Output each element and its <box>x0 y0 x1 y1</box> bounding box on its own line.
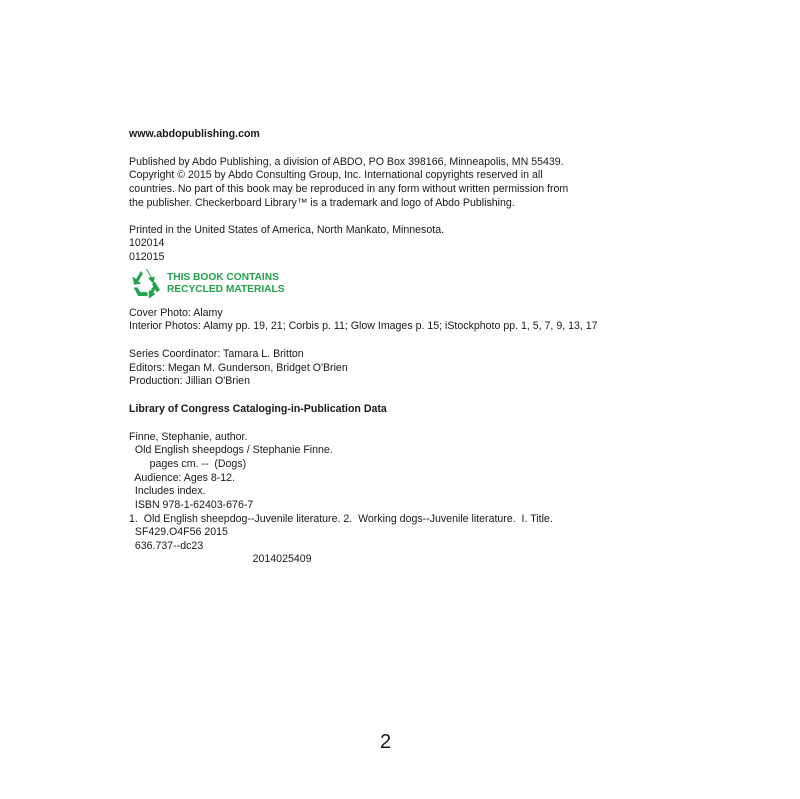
cip-heading: Library of Congress Cataloging-in-Publication Data <box>129 403 387 415</box>
publisher-line-3: countries. No part of this book may be reproduced in any form without written permission from <box>129 183 569 195</box>
website-url: www.abdopublishing.com <box>129 128 260 140</box>
cip-line: Old English sheepdogs / Stephanie Finne. <box>129 444 333 456</box>
cip-line: 1. Old English sheepdog--Juvenile literature. 2. Working dogs--Juvenile literature. I. Title. <box>129 513 553 525</box>
publisher-line-1: Published by Abdo Publishing, a division of ABDO, PO Box 398166, Minneapolis, MN 55439. <box>129 156 564 168</box>
cip-line: Includes index. <box>129 485 206 497</box>
editors: Editors: Megan M. Gunderson, Bridget O'Brien <box>129 362 348 374</box>
cip-line: SF429.O4F56 2015 <box>129 526 228 538</box>
recycle-icon <box>129 267 162 300</box>
cover-photo-credit: Cover Photo: Alamy <box>129 307 223 319</box>
print-code-1: 102014 <box>129 237 165 249</box>
production: Production: Jillian O'Brien <box>129 375 250 387</box>
recycled-label-line-2: RECYCLED MATERIALS <box>167 284 285 295</box>
cip-line: pages cm. -- (Dogs) <box>129 458 247 470</box>
recycled-label-line-1: THIS BOOK CONTAINS <box>167 272 279 283</box>
cip-line: 636.737--dc23 <box>129 540 204 552</box>
print-code-2: 012015 <box>129 251 165 263</box>
page-number: 2 <box>380 731 392 753</box>
publisher-line-2: Copyright © 2015 by Abdo Consulting Group, Inc. International copyrights reserved in all <box>129 169 543 181</box>
interior-photo-credit: Interior Photos: Alamy pp. 19, 21; Corbis p. 11; Glow Images p. 15; iStockphoto pp. 1, 5, 7, 9, 13, 17 <box>129 320 598 332</box>
cip-line: ISBN 978-1-62403-676-7 <box>129 499 254 511</box>
cip-line: Audience: Ages 8-12. <box>129 472 236 484</box>
series-coordinator: Series Coordinator: Tamara L. Britton <box>129 348 304 360</box>
printed-in-line: Printed in the United States of America, North Mankato, Minnesota. <box>129 224 445 236</box>
cip-line: Finne, Stephanie, author. <box>129 431 248 443</box>
publisher-line-4: the publisher. Checkerboard Library™ is a trademark and logo of Abdo Publishing. <box>129 197 515 209</box>
cip-line: 2014025409 <box>129 553 312 565</box>
